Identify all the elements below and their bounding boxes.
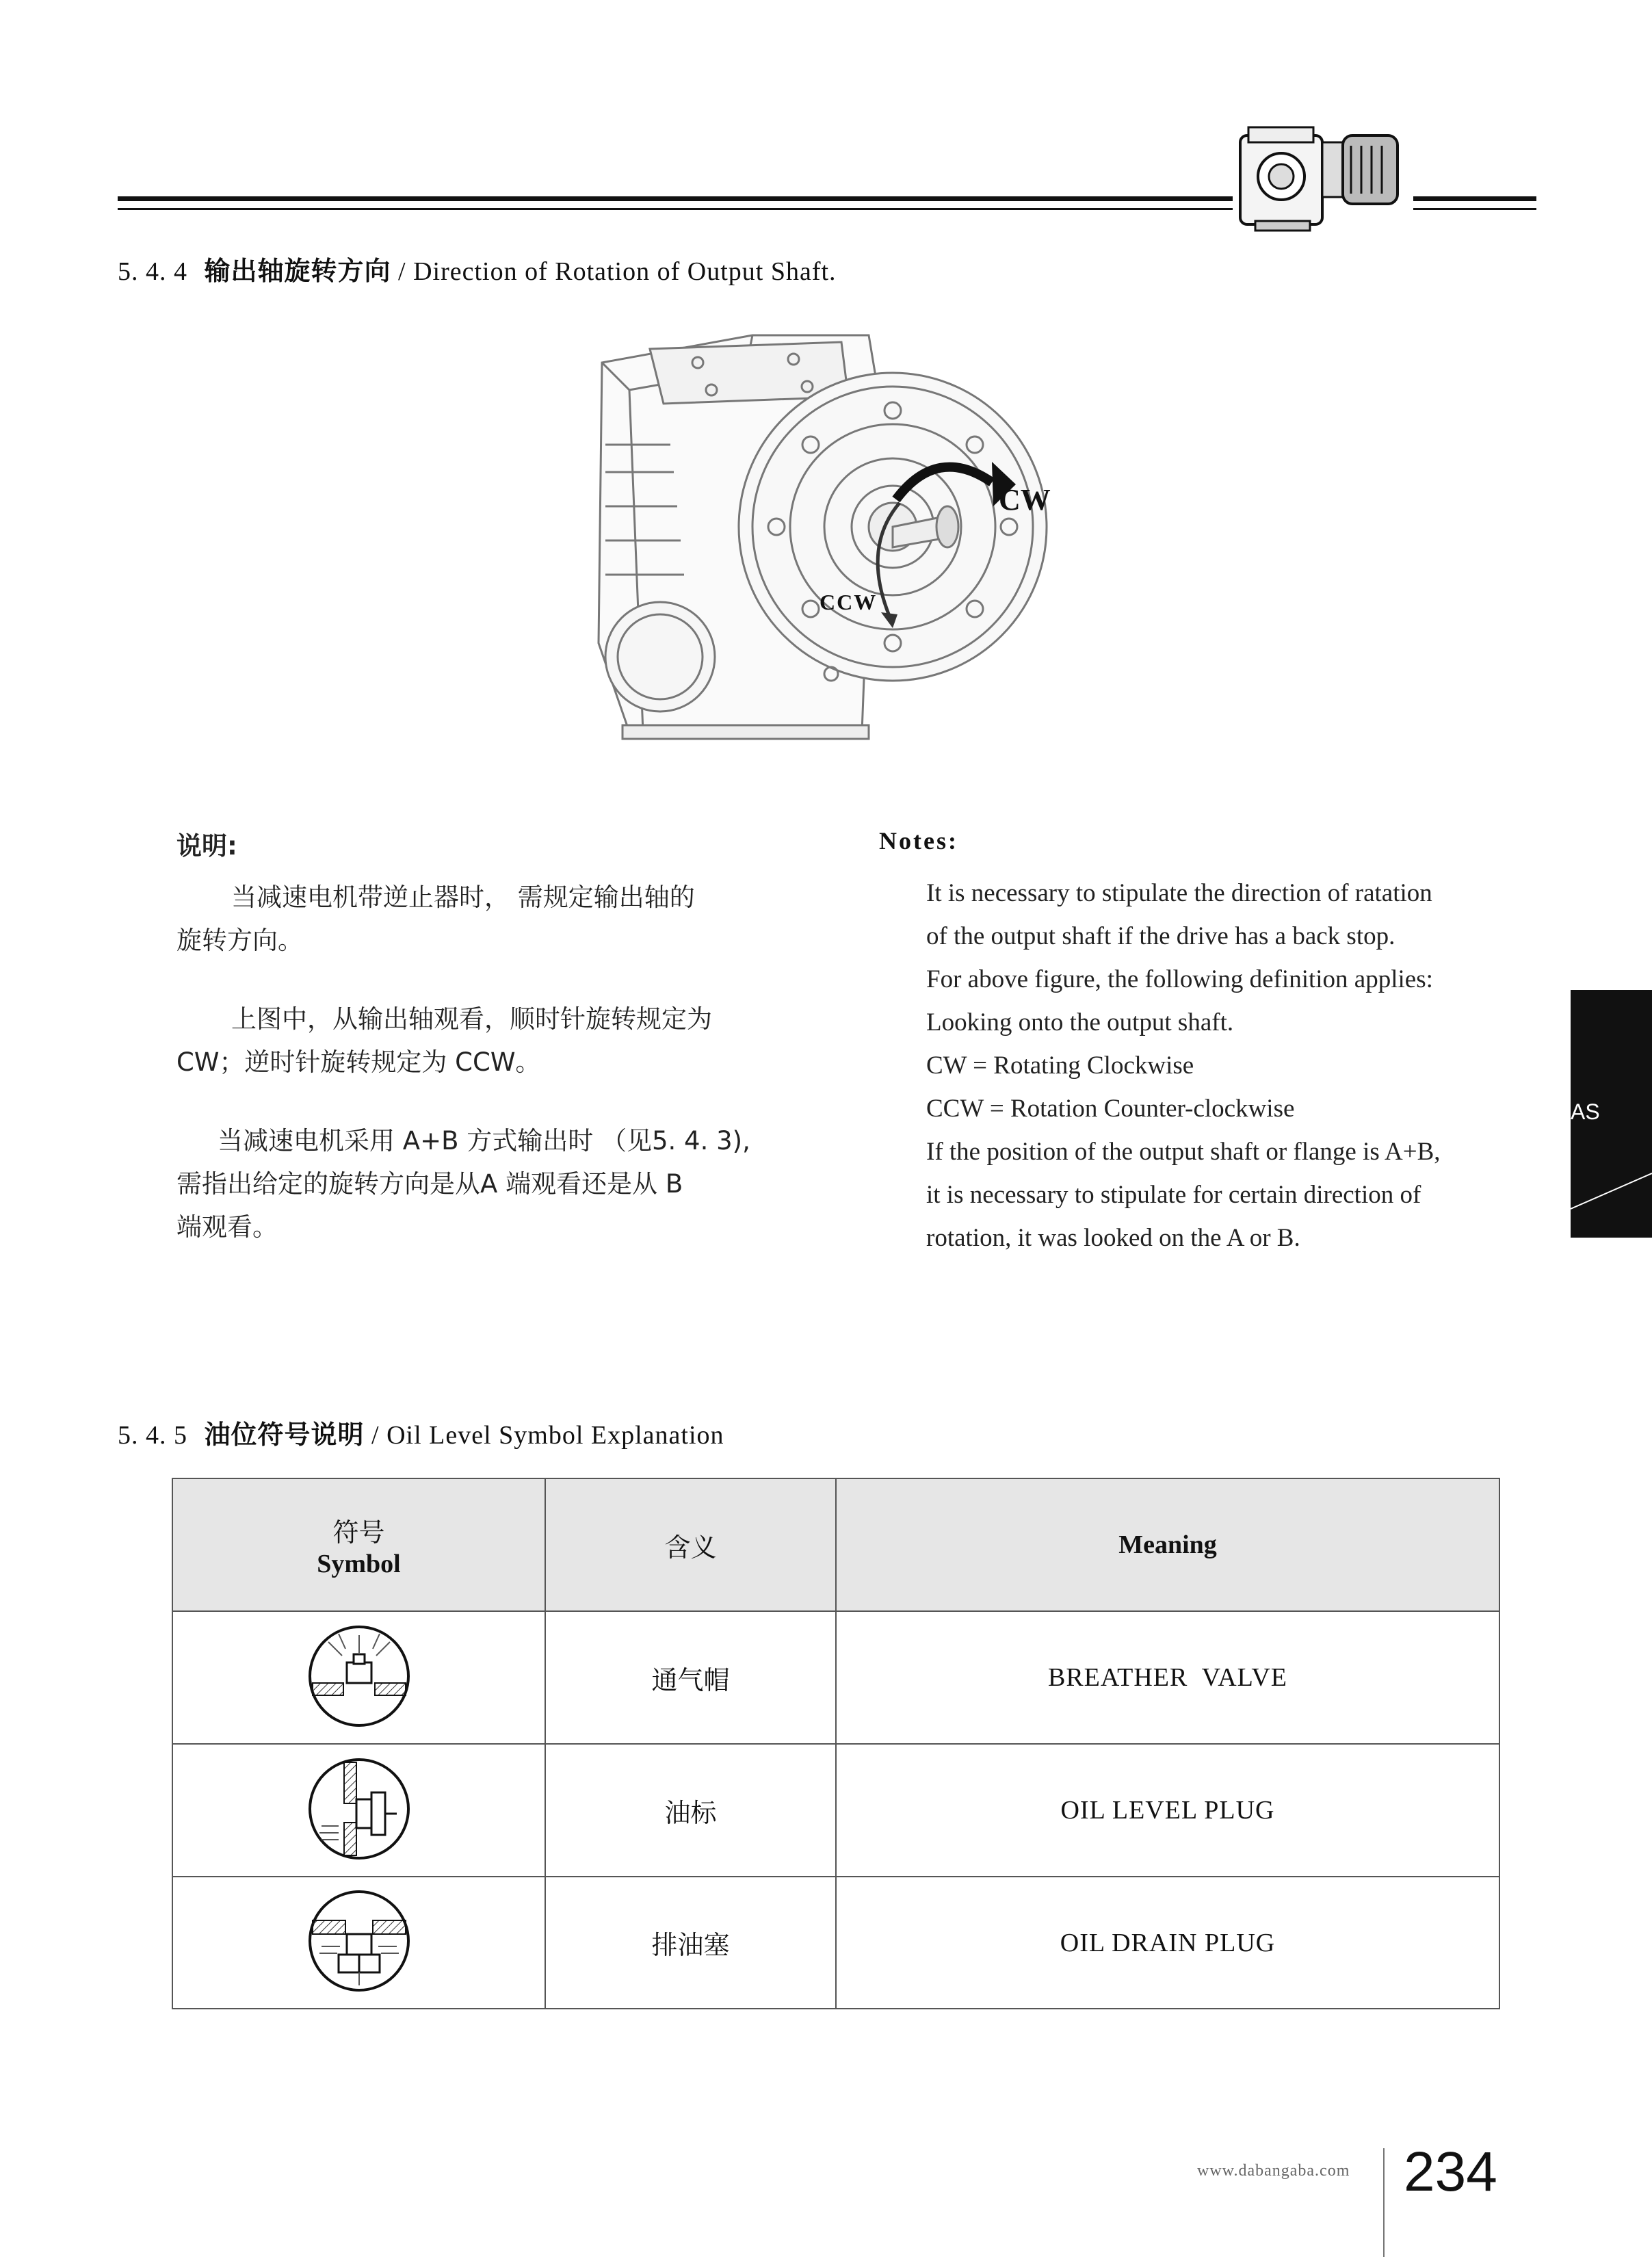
header-symbol-cn: 符号 bbox=[332, 1517, 385, 1548]
meaning-en-cell bbox=[836, 1744, 1499, 1877]
meaning-en: OIL LEVEL PLUG bbox=[1060, 1796, 1275, 1825]
notes-en-line: CCW = Rotation Counter-clockwise bbox=[926, 1095, 1295, 1123]
notes-en-line: it is necessary to stipulate for certain direction of bbox=[926, 1181, 1421, 1209]
meaning-cn-cell bbox=[545, 1744, 836, 1877]
section-title-cn: 油位符号说明 bbox=[204, 1420, 365, 1450]
section-title-cn: 输出轴旋转方向 bbox=[204, 256, 391, 286]
header-meaning-en-text: Meaning bbox=[1118, 1530, 1217, 1559]
ccw-label: CCW bbox=[820, 590, 878, 614]
notes-cn bbox=[176, 824, 861, 1249]
meaning-en: BREATHER VALVE bbox=[1047, 1663, 1288, 1692]
notes-en bbox=[926, 872, 1528, 1260]
section-title-en: / Oil Level Symbol Explanation bbox=[371, 1421, 724, 1450]
symbol-cell bbox=[172, 1744, 545, 1877]
notes-en-line: of the output shaft if the drive has a back stop. bbox=[926, 922, 1395, 950]
notes-en-heading: Notes: bbox=[879, 827, 958, 854]
notes-en-line: It is necessary to stipulate the direction of ratation bbox=[926, 879, 1432, 907]
notes-cn-line: 上图中，从输出轴观看，顺时针旋转规定为 bbox=[231, 1004, 712, 1034]
meaning-cn-cell bbox=[545, 1611, 836, 1744]
section-title-en: / Direction of Rotation of Output Shaft. bbox=[398, 257, 837, 286]
notes-cn-line: 当减速电机采用 A+B 方式输出时 （见5. 4. 3), bbox=[218, 1126, 750, 1156]
section-title-oil bbox=[118, 1413, 724, 1451]
gearbox-figure bbox=[588, 322, 1081, 746]
header-rule-right-thick bbox=[1413, 196, 1536, 201]
notes-cn-line: 端观看。 bbox=[176, 1212, 278, 1242]
header-symbol bbox=[172, 1478, 545, 1611]
table-row bbox=[172, 1877, 1499, 2009]
oil-symbol-table bbox=[172, 1478, 1500, 2009]
section-number: 5. 4. 4 bbox=[118, 257, 187, 286]
section-number: 5. 4. 5 bbox=[118, 1421, 187, 1450]
gear-motor-icon bbox=[1235, 115, 1413, 235]
side-tab bbox=[1571, 990, 1652, 1238]
header-rule-right-thin bbox=[1413, 208, 1536, 210]
meaning-en-cell bbox=[836, 1877, 1499, 2009]
side-tab-slash bbox=[1571, 990, 1652, 1238]
page-number: 234 bbox=[1404, 2141, 1497, 2203]
header-symbol-en: Symbol bbox=[317, 1549, 401, 1578]
meaning-en-cell bbox=[836, 1611, 1499, 1744]
header-rule-thin bbox=[118, 208, 1233, 210]
footer-website: www.dabangaba.com bbox=[1197, 2162, 1350, 2180]
symbol-cell bbox=[172, 1877, 545, 2009]
meaning-cn-cell bbox=[545, 1877, 836, 2009]
section-title-rotation bbox=[118, 250, 837, 287]
table-header-row bbox=[172, 1478, 1499, 1611]
meaning-en: OIL DRAIN PLUG bbox=[1060, 1928, 1276, 1957]
notes-cn-line: 旋转方向。 bbox=[176, 926, 303, 955]
header-meaning-en bbox=[836, 1478, 1499, 1611]
notes-en-line: rotation, it was looked on the A or B. bbox=[926, 1224, 1300, 1252]
header-meaning-cn bbox=[545, 1478, 836, 1611]
symbol-cell bbox=[172, 1611, 545, 1744]
meaning-cn: 通气帽 bbox=[651, 1665, 730, 1695]
notes-cn-line: CW；逆时针旋转规定为 CCW。 bbox=[176, 1047, 541, 1077]
footer-divider bbox=[1383, 2148, 1385, 2257]
oil-drain-plug-icon bbox=[304, 1886, 414, 1996]
notes-en-line: If the position of the output shaft or flange is A+B, bbox=[926, 1138, 1441, 1166]
meaning-cn: 油标 bbox=[664, 1797, 717, 1828]
table-row bbox=[172, 1611, 1499, 1744]
table-row bbox=[172, 1744, 1499, 1877]
notes-cn-line: 需指出给定的旋转方向是从A 端观看还是从 B bbox=[176, 1169, 683, 1199]
meaning-cn: 排油塞 bbox=[651, 1930, 730, 1960]
side-tab-label: AS bbox=[1571, 1099, 1600, 1124]
cw-label: CW bbox=[999, 483, 1051, 517]
header-meaning-cn-text: 含义 bbox=[664, 1532, 717, 1563]
notes-en-line: CW = Rotating Clockwise bbox=[926, 1052, 1194, 1080]
header-rule-thick bbox=[118, 196, 1233, 201]
notes-cn-line: 当减速电机带逆止器时， 需规定输出轴的 bbox=[231, 883, 695, 912]
notes-en-line: For above figure, the following definition applies: bbox=[926, 965, 1433, 993]
breather-valve-icon bbox=[304, 1621, 414, 1731]
notes-en-line: Looking onto the output shaft. bbox=[926, 1008, 1234, 1036]
notes-cn-heading: 说明: bbox=[176, 831, 237, 861]
oil-level-plug-icon bbox=[304, 1754, 414, 1864]
